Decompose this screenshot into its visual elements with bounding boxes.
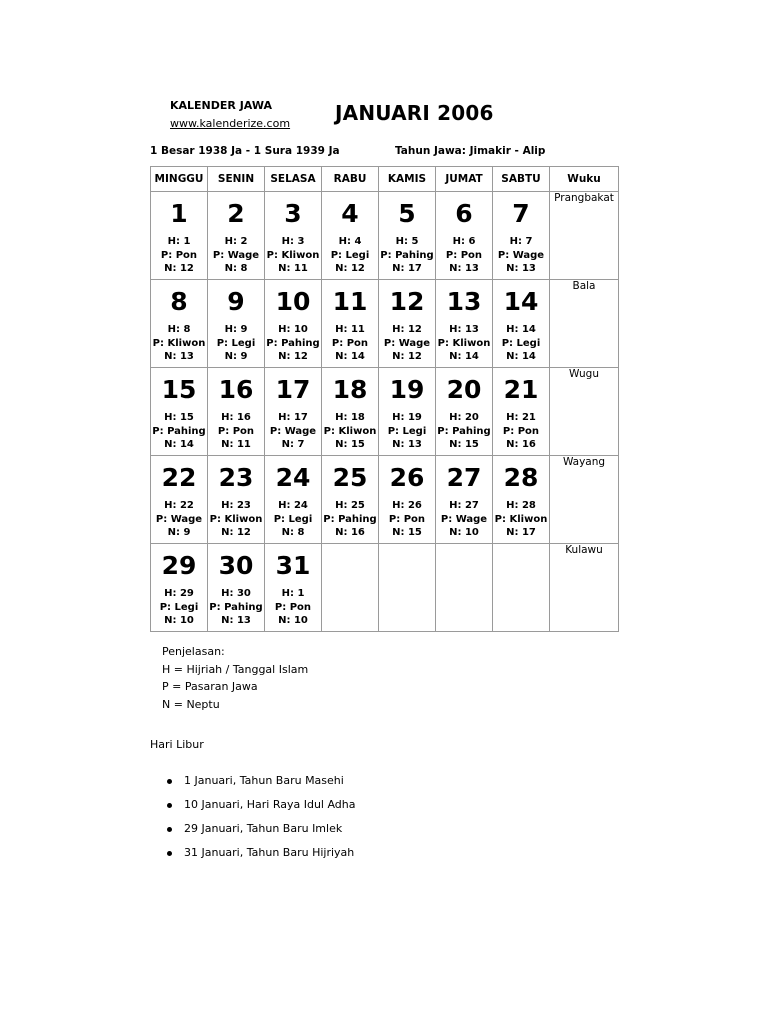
hijri-date: H: 10 [278,324,308,335]
neptu: N: 12 [392,351,422,362]
site-url-link[interactable]: www.kalenderize.com [170,117,291,130]
calendar-day-cell [379,192,436,280]
pasaran: P: Pon [445,249,483,261]
neptu: N: 8 [224,263,248,274]
pasaran: P: Pon [160,249,198,261]
day-number: 20 [446,375,482,404]
neptu: N: 9 [167,527,191,538]
holiday-text: 10 Januari, Hari Raya Idul Adha [184,798,356,811]
calendar-day-cell [379,456,436,544]
calendar-day-cell [265,456,322,544]
calendar-day-cell [322,456,379,544]
day-number: 2 [227,199,245,228]
hijri-date: H: 3 [281,236,305,247]
neptu: N: 13 [449,263,479,274]
header-senin: SENIN [208,167,265,192]
hijri-date: H: 29 [164,588,194,599]
pasaran: P: Kliwon [266,249,320,261]
holiday-item [150,844,356,868]
hijri-date: H: 9 [224,324,248,335]
neptu: N: 13 [164,351,194,362]
day-number: 30 [218,551,254,580]
day-number: 17 [275,375,311,404]
day-number: 11 [332,287,368,316]
pasaran: P: Pahing [323,513,377,525]
javanese-date-range: 1 Besar 1938 Ja - 1 Sura 1939 Ja [150,145,340,157]
hijri-date: H: 7 [509,236,533,247]
day-number: 28 [503,463,539,492]
header-rabu: RABU [322,167,379,192]
holiday-text: 31 Januari, Tahun Baru Hijriyah [184,846,355,859]
pasaran: P: Legi [387,425,427,437]
holiday-text: 1 Januari, Tahun Baru Masehi [184,774,344,787]
calendar-day-cell [208,368,265,456]
legend-title: Penjelasan: [162,645,225,658]
pasaran: P: Kliwon [494,513,548,525]
calendar-day-cell [151,192,208,280]
holiday-item [150,820,356,844]
calendar-day-cell [208,192,265,280]
neptu: N: 15 [335,439,365,450]
calendar-day-cell [208,280,265,368]
calendar-day-cell [436,280,493,368]
pasaran: P: Legi [501,337,541,349]
calendar-week-row [151,544,619,632]
hijri-date: H: 26 [392,500,422,511]
calendar-day-cell [151,280,208,368]
bullet-icon [167,827,172,832]
calendar-empty-cell [322,544,379,632]
day-number: 4 [341,199,359,228]
calendar-day-cell [493,456,550,544]
pasaran: P: Pon [502,425,540,437]
calendar-table [150,166,619,632]
pasaran: P: Pahing [209,601,263,613]
day-number: 26 [389,463,425,492]
day-number: 12 [389,287,425,316]
wuku-cell: Prangbakat [550,192,619,280]
hijri-date: H: 6 [452,236,476,247]
neptu: N: 10 [278,615,308,626]
calendar-day-cell [493,280,550,368]
pasaran: P: Wage [212,249,260,261]
hijri-date: H: 24 [278,500,308,511]
hijri-date: H: 11 [335,324,365,335]
calendar-day-cell [436,368,493,456]
day-number: 13 [446,287,482,316]
neptu: N: 14 [506,351,536,362]
hijri-date: H: 17 [278,412,308,423]
day-number: 6 [455,199,473,228]
pasaran: P: Legi [273,513,313,525]
calendar-week-row [151,368,619,456]
neptu: N: 12 [221,527,251,538]
calendar-day-cell [493,192,550,280]
hijri-date: H: 1 [281,588,305,599]
neptu: N: 7 [281,439,305,450]
wuku-cell: Wayang [550,456,619,544]
hijri-date: H: 8 [167,324,191,335]
neptu: N: 15 [392,527,422,538]
pasaran: P: Pahing [380,249,434,261]
wuku-cell: Bala [550,280,619,368]
hijri-date: H: 1 [167,236,191,247]
calendar-day-cell [265,192,322,280]
day-number: 8 [170,287,188,316]
bullet-icon [167,803,172,808]
header-sabtu: SABTU [493,167,550,192]
legend-item-p: P = Pasaran Jawa [162,680,258,693]
hijri-date: H: 5 [395,236,419,247]
hijri-date: H: 4 [338,236,362,247]
calendar-day-cell [265,544,322,632]
day-number: 7 [512,199,530,228]
hijri-date: H: 13 [449,324,479,335]
neptu: N: 13 [221,615,251,626]
neptu: N: 11 [278,263,308,274]
day-number: 25 [332,463,368,492]
month-title: JANUARI 2006 [335,101,494,125]
neptu: N: 17 [506,527,536,538]
pasaran: P: Kliwon [437,337,491,349]
calendar-day-cell [265,368,322,456]
neptu: N: 8 [281,527,305,538]
day-number: 23 [218,463,254,492]
hijri-date: H: 18 [335,412,365,423]
calendar-empty-cell [493,544,550,632]
day-number: 27 [446,463,482,492]
calendar-day-cell [493,368,550,456]
pasaran: P: Wage [440,513,488,525]
calendar-day-cell [265,280,322,368]
calendar-empty-cell [436,544,493,632]
header-jumat: JUMAT [436,167,493,192]
neptu: N: 11 [221,439,251,450]
holiday-item [150,796,356,820]
day-number: 14 [503,287,539,316]
pasaran: P: Wage [383,337,431,349]
day-number: 22 [161,463,197,492]
calendar-day-cell [322,368,379,456]
day-number: 18 [332,375,368,404]
calendar-week-row [151,192,619,280]
header-minggu: MINGGU [151,167,208,192]
calendar-body [151,192,619,632]
day-number: 3 [284,199,302,228]
calendar-day-cell [151,544,208,632]
javanese-year: Tahun Jawa: Jimakir - Alip [395,145,546,157]
neptu: N: 12 [335,263,365,274]
hijri-date: H: 16 [221,412,251,423]
holidays-title: Hari Libur [150,738,204,751]
hijri-date: H: 12 [392,324,422,335]
neptu: N: 16 [506,439,536,450]
hijri-date: H: 30 [221,588,251,599]
calendar-empty-cell [379,544,436,632]
hijri-date: H: 27 [449,500,479,511]
site-name: KALENDER JAWA [170,99,272,112]
neptu: N: 14 [164,439,194,450]
day-number: 29 [161,551,197,580]
header-wuku: Wuku [550,167,619,192]
day-number: 9 [227,287,245,316]
day-number: 5 [398,199,416,228]
pasaran: P: Pon [274,601,312,613]
pasaran: P: Pon [388,513,426,525]
calendar-day-cell [208,544,265,632]
neptu: N: 13 [392,439,422,450]
holiday-text: 29 Januari, Tahun Baru Imlek [184,822,343,835]
day-number: 15 [161,375,197,404]
hijri-date: H: 14 [506,324,536,335]
legend-item-n: N = Neptu [162,697,220,711]
pasaran: P: Kliwon [323,425,377,437]
pasaran: P: Legi [159,601,199,613]
day-number: 1 [170,199,188,228]
pasaran: P: Kliwon [152,337,206,349]
day-number: 16 [218,375,254,404]
neptu: N: 10 [164,615,194,626]
legend [162,643,308,713]
legend-item-h: H = Hijriah / Tanggal Islam [162,662,309,676]
hijri-date: H: 2 [224,236,248,247]
calendar-day-cell [208,456,265,544]
day-number: 31 [275,551,311,580]
calendar-day-cell [379,368,436,456]
day-number: 10 [275,287,311,316]
wuku-cell: Wugu [550,368,619,456]
pasaran: P: Pahing [152,425,206,437]
hijri-date: H: 25 [335,500,365,511]
neptu: N: 15 [449,439,479,450]
day-number: 19 [389,375,425,404]
pasaran: P: Wage [269,425,317,437]
pasaran: P: Pon [217,425,255,437]
calendar-day-cell [322,192,379,280]
bullet-icon [167,779,172,784]
pasaran: P: Wage [497,249,545,261]
hijri-date: H: 15 [164,412,194,423]
neptu: N: 12 [278,351,308,362]
neptu: N: 10 [449,527,479,538]
pasaran: P: Legi [330,249,370,261]
hijri-date: H: 20 [449,412,479,423]
hijri-date: H: 28 [506,500,536,511]
pasaran: P: Pahing [437,425,491,437]
hijri-date: H: 22 [164,500,194,511]
hijri-date: H: 19 [392,412,422,423]
header-kamis: KAMIS [379,167,436,192]
neptu: N: 9 [224,351,248,362]
day-number: 21 [503,375,539,404]
calendar-day-cell [322,280,379,368]
neptu: N: 13 [506,263,536,274]
day-number: 24 [275,463,311,492]
neptu: N: 14 [335,351,365,362]
hijri-date: H: 21 [506,412,536,423]
calendar-day-cell [151,368,208,456]
calendar-day-cell [151,456,208,544]
pasaran: P: Kliwon [209,513,263,525]
pasaran: P: Pon [331,337,369,349]
calendar-week-row [151,456,619,544]
calendar-week-row [151,280,619,368]
pasaran: P: Wage [155,513,203,525]
bullet-icon [167,851,172,856]
hijri-date: H: 23 [221,500,251,511]
neptu: N: 17 [392,263,422,274]
holidays-list [150,772,356,868]
holiday-item [150,772,356,796]
calendar-day-cell [436,192,493,280]
header-selasa: SELASA [265,167,322,192]
wuku-cell: Kulawu [550,544,619,632]
calendar-day-cell [436,456,493,544]
calendar-header-row [151,167,619,192]
pasaran: P: Pahing [266,337,320,349]
neptu: N: 14 [449,351,479,362]
calendar-day-cell [379,280,436,368]
neptu: N: 16 [335,527,365,538]
pasaran: P: Legi [216,337,256,349]
neptu: N: 12 [164,263,194,274]
